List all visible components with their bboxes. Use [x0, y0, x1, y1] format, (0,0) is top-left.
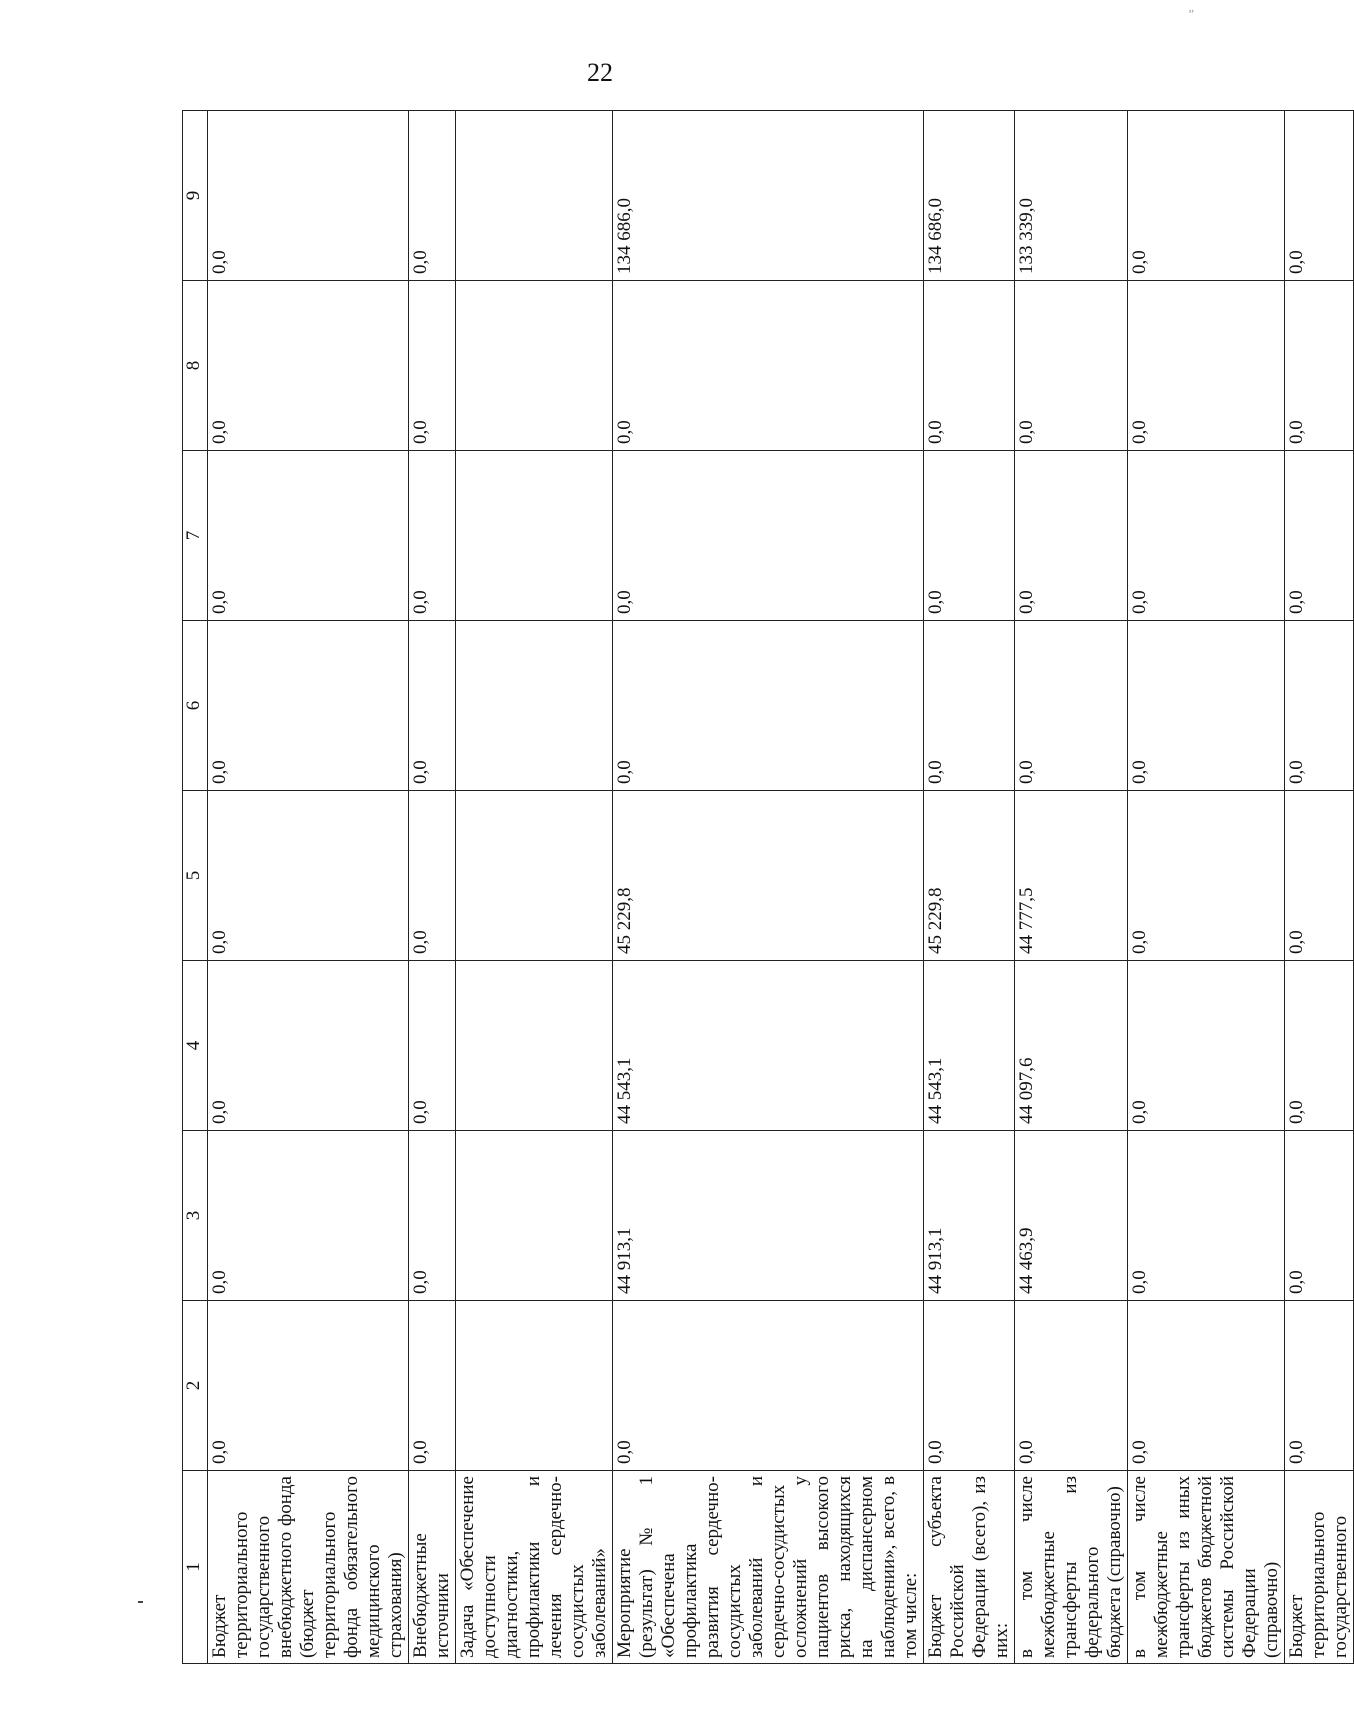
table-cell — [456, 281, 613, 451]
table-cell — [456, 451, 613, 621]
table-cell: 45 229,8 — [924, 791, 1015, 961]
table-cell: 0,0 — [1285, 791, 1354, 961]
table-cell: 0,0 — [1015, 281, 1128, 451]
column-header: 2 — [183, 1301, 208, 1471]
table-cell: 0,0 — [409, 281, 456, 451]
table-cell: 44 543,1 — [924, 961, 1015, 1131]
table-cell: 0,0 — [1285, 281, 1354, 451]
column-header: 5 — [183, 791, 208, 961]
row-label: Бюджет территориального государственного внебюджетного фонда (бюджет территориального фонда обязательного медицинского страхования) — [208, 1471, 409, 1664]
table-row — [1285, 111, 1354, 1664]
table-cell: 0,0 — [1015, 451, 1128, 621]
table-cell: 0,0 — [409, 621, 456, 791]
table-cell: 0,0 — [1285, 621, 1354, 791]
table-cell: 0,0 — [409, 1131, 456, 1301]
row-label: в том числе межбюджетные трансферты из федерального бюджета (справочно) — [1015, 1471, 1128, 1664]
table-cell: 0,0 — [1015, 621, 1128, 791]
table-cell: 134 686,0 — [613, 111, 924, 281]
table-cell: 0,0 — [1128, 961, 1285, 1131]
column-header: 4 — [183, 961, 208, 1131]
table-row — [613, 111, 924, 1664]
header-row — [183, 111, 208, 1664]
table-cell: 0,0 — [924, 281, 1015, 451]
table-cell: 0,0 — [208, 961, 409, 1131]
row-label: Мероприятие (результат) № 1 «Обеспечена профилактика развития сердечно-сосудистых заболеваний и сердечно-сосудистых осложнений у пациентов высокого риска, находящихся на диспансерном наблюдении», всего, в том числе: — [613, 1471, 924, 1664]
table-cell: 0,0 — [1285, 111, 1354, 281]
table-cell: 0,0 — [208, 621, 409, 791]
table-cell: 0,0 — [208, 1131, 409, 1301]
table-cell: 0,0 — [409, 961, 456, 1131]
table-cell: 0,0 — [208, 451, 409, 621]
table-row — [456, 111, 613, 1664]
column-header: 3 — [183, 1131, 208, 1301]
table-cell: 0,0 — [208, 111, 409, 281]
table-cell: 0,0 — [924, 1301, 1015, 1471]
table-cell: 0,0 — [208, 1301, 409, 1471]
table-row — [924, 111, 1015, 1664]
table-cell — [456, 621, 613, 791]
table-cell: 0,0 — [208, 791, 409, 961]
table-cell: 44 097,6 — [1015, 961, 1128, 1131]
table-cell: 0,0 — [1015, 1301, 1128, 1471]
column-header: 1 — [183, 1471, 208, 1664]
table-cell: 0,0 — [613, 1301, 924, 1471]
table-cell: 0,0 — [1128, 1301, 1285, 1471]
table-cell: 45 229,8 — [613, 791, 924, 961]
row-label: Бюджет территориального государственного — [1285, 1471, 1354, 1664]
table-cell: 0,0 — [924, 621, 1015, 791]
column-header: 9 — [183, 111, 208, 281]
table-cell: 0,0 — [1285, 961, 1354, 1131]
table-cell: 0,0 — [409, 111, 456, 281]
table-row — [409, 111, 456, 1664]
table-cell: 0,0 — [208, 281, 409, 451]
row-label: Бюджет субъекта Российской Федерации (всего), из них: — [924, 1471, 1015, 1664]
table-cell — [456, 111, 613, 281]
table-cell: 0,0 — [409, 791, 456, 961]
table-cell: 0,0 — [1128, 1131, 1285, 1301]
table-row — [1015, 111, 1128, 1664]
table-cell: 0,0 — [613, 451, 924, 621]
column-header: 8 — [183, 281, 208, 451]
table-cell — [456, 1301, 613, 1471]
table-cell: 0,0 — [1285, 451, 1354, 621]
budget-table — [182, 110, 1354, 1664]
table-cell: 0,0 — [1285, 1301, 1354, 1471]
column-header: 6 — [183, 621, 208, 791]
table-cell: 0,0 — [1128, 111, 1285, 281]
table-cell: 0,0 — [409, 451, 456, 621]
table-row — [1128, 111, 1285, 1664]
table-row — [208, 111, 409, 1664]
scan-mark: „ — [1188, 0, 1194, 14]
row-label: Внебюджетные источники — [409, 1471, 456, 1664]
row-label: Задача «Обеспечение доступности диагностики, профилактики и лечения сердечно-сосудистых заболеваний» — [456, 1471, 613, 1664]
table-cell: 133 339,0 — [1015, 111, 1128, 281]
table-cell: 0,0 — [924, 451, 1015, 621]
row-label: в том числе межбюджетные трансферты из иных бюджетов бюджетной системы Российской Федерации (справочно) — [1128, 1471, 1285, 1664]
table-cell: 44 777,5 — [1015, 791, 1128, 961]
table-cell — [456, 791, 613, 961]
table-cell: 0,0 — [613, 621, 924, 791]
table-cell: 134 686,0 — [924, 111, 1015, 281]
table-cell: 0,0 — [1128, 621, 1285, 791]
table-cell: 0,0 — [1128, 791, 1285, 961]
table-cell — [456, 1131, 613, 1301]
table-cell: 44 463,9 — [1015, 1131, 1128, 1301]
table-cell: 0,0 — [1128, 281, 1285, 451]
margin-mark — [138, 1601, 143, 1603]
table-cell: 0,0 — [409, 1301, 456, 1471]
page-number: 22 — [587, 58, 613, 87]
table-cell: 0,0 — [1128, 451, 1285, 621]
table-cell: 44 543,1 — [613, 961, 924, 1131]
table-cell: 44 913,1 — [613, 1131, 924, 1301]
table-cell: 0,0 — [613, 281, 924, 451]
table-cell: 0,0 — [1285, 1131, 1354, 1301]
column-header: 7 — [183, 451, 208, 621]
rotated-table-container — [182, 121, 1351, 1664]
table-cell — [456, 961, 613, 1131]
table-cell: 44 913,1 — [924, 1131, 1015, 1301]
